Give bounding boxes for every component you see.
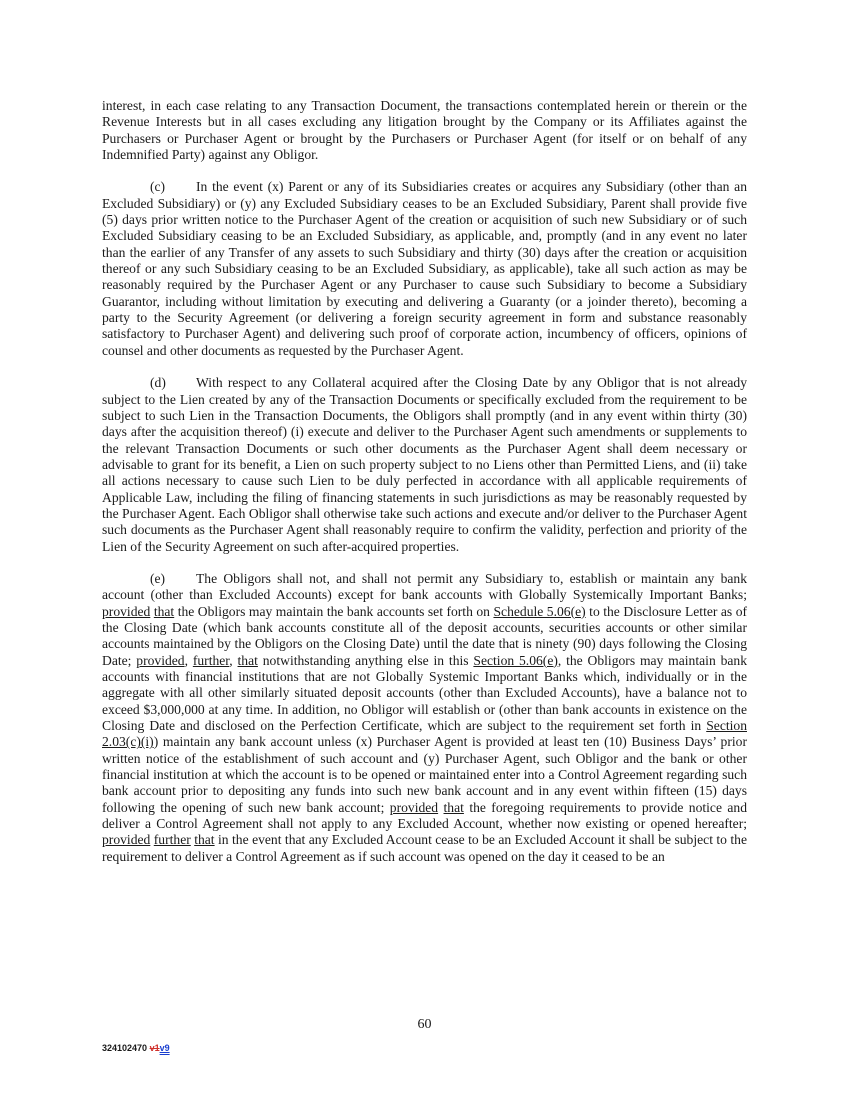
clause-label: (c) <box>150 179 166 195</box>
paragraph-text: in the event that any Excluded Account cease to be an Excluded Account it shall be subject to the requirement to deliver a Control Agreement as if such account was opened on the day it ceased to be an <box>102 832 748 864</box>
paragraph-c <box>102 179 747 359</box>
page-number: 60 <box>417 1017 432 1032</box>
schedule-reference: Schedule 5.06(e) <box>493 603 586 619</box>
provided-term: provided <box>389 799 439 815</box>
body-text <box>102 98 747 881</box>
new-version: v9 <box>159 1043 170 1053</box>
that-term: that <box>443 799 464 815</box>
paragraph-text: notwithstanding anything else in this <box>262 652 469 668</box>
paragraph-text: to the Disclosure Letter as of the Closing Date (which bank accounts constitute all of the deposit accounts, securities accounts or other similar accounts maintained by the Obligors on the Closing Date) until the date that is ninety (90) days following the Closing Date; <box>102 603 748 668</box>
provided-term: provided <box>136 652 185 668</box>
further-term: further <box>192 652 230 668</box>
paragraph-text: the foregoing requirements to provide notice and deliver a Control Agreement shall not apply to any Excluded Account, whether now existing or opened hereafter; <box>102 799 748 832</box>
that-term: that <box>153 603 175 619</box>
document-id <box>102 1043 170 1053</box>
provided-term: provided <box>102 603 151 619</box>
paragraph-text: In the event (x) Parent or any of its Subsidiaries creates or acquires any Subsidiary (other than an Excluded Subsidiary) or (y) any Excluded Subsidiary ceases to be an Excluded Subsidiary, Parent shall provide five (5) days prior written notice to the Purchaser Agent of the creation or acquisition of such new Subsidiary or of such Excluded Subsidiary ceasing to be an Excluded Subsidiary, as applicable, and, promptly (and in any event no later than the earlier of any Transfer of any assets to such Subsidiary and thirty (30) days after the creation or acquisition thereof or any such Subsidiary ceasing to be an Excluded Subsidiary, as applicable), take all such action as may be reasonably required by the Purchaser Agent or any Purchaser to cause such Subsidiary to become a Subsidiary Guarantor, including without limitation by executing and delivering a Guaranty (or a joinder thereto), becoming a party to the Security Agreement (or delivering a foreign security agreement in form and substance reasonably satisfactory to Purchaser Agent) and delivering such proof of corporate action, incumbency of officers, opinions of counsel and other documents as requested by the Purchaser Agent. <box>102 179 747 358</box>
paragraph-text: , the Obligors may maintain bank accounts with financial institutions that are not Globally Systemic Important Banks which, individually or in the aggregate with all other similarly situated deposit accounts (other than Excluded Accounts), have a balance not to exceed $3,000,000 at any time. In addition, no Obligor will establish or (other than bank accounts in existence on the Closing Date and disclosed on the Perfection Certificate, which are subject to the requirement set forth in <box>102 652 747 734</box>
paragraph-text: The Obligors shall not, and shall not permit any Subsidiary to, establish or maintain any bank account (other than Excluded Accounts) except for bank accounts with Globally Systemically Important Banks; <box>102 570 747 603</box>
that-term: that <box>237 652 258 668</box>
provided-term: provided <box>102 832 151 848</box>
paragraph-text: ) maintain any bank account unless (x) Purchaser Agent is provided at least ten (10) Business Days’ prior written notice of the establishment of such account and (y) Purchaser Agent, such Obligor and the bank or other financial institution at which the account is to be opened or maintained enter into a Control Agreement regarding such bank account prior to depositing any funds into such new bank account and in any event within fifteen (15) days following the opening of such new bank account; <box>102 734 747 815</box>
clause-label: (d) <box>150 375 166 391</box>
paragraph-d <box>102 375 747 555</box>
paragraph-text: With respect to any Collateral acquired after the Closing Date by any Obligor that is not already subject to the Lien created by any of the Transaction Documents or specifically excluded from the requirement to be subject to such Lien in the Transaction Documents, the Obligors shall promptly (and in any event within thirty (30) days after the acquisition thereof) (i) execute and deliver to the Purchaser Agent such amendments or supplements to the relevant Transaction Documents or such other documents as the Purchaser Agent shall deem necessary or advisable to grant for its benefit, a Lien on such property subject to no Liens other than Permitted Liens, and (ii) take all actions necessary to cause such Lien to be duly perfected in accordance with all applicable requirements of Applicable Law, including the filing of financing statements in such jurisdictions as may be reasonably requested by the Purchaser Agent. Each Obligor shall otherwise take such actions and execute and/or deliver to the Purchaser Agent such documents as the Purchaser Agent shall reasonably require to confirm the validity, perfection and priority of the Lien of the Security Agreement on such after-acquired properties. <box>102 375 747 554</box>
old-version: v1 <box>149 1043 160 1053</box>
further-term: further <box>153 832 191 848</box>
paragraph-text: interest, in each case relating to any Transaction Document, the transactions contemplated herein or therein or the Revenue Interests but in all cases excluding any litigation brought by the Company or its Affiliates against the Purchasers or Purchaser Agent or brought by the Purchasers or Purchaser Agent (for itself or on behalf of any Indemnified Party) against any Obligor. <box>102 98 747 163</box>
section-reference: Section 2.03(c)(i) <box>102 718 747 750</box>
document-number: 324102470 <box>102 1043 148 1053</box>
paragraph-e: (e) The Obligors shall not, and shall not permit any Subsidiary to, establish or maintain any bank account (other than Excluded Accounts) except for bank accounts with Globally Systemically Important Banks; provided that the Obligors may maintain the bank accounts set forth on Schedule 5.06(e) to the Disclosure Letter as of the Closing Date (which bank accounts constitute all of the deposit accounts, securities accounts or other similar accounts maintained by the Obligors on the Closing Date) until the date that is ninety (90) days following the Closing Date; provided, further, that notwithstanding anything else in this Section 5.06(e), the Obligors may maintain bank accounts with financial institutions that are not Globally Systemic Important Banks which, individually or in the aggregate with all other similarly situated deposit accounts (other than Excluded Accounts), have a balance not to exceed $3,000,000 at any time. In addition, no Obligor will establish or (other than bank accounts in existence on the Closing Date and disclosed on the Perfection Certificate, which are subject to the requirement set forth in Section 2.03(c)(i)) maintain any bank account unless (x) Purchaser Agent is provided at least ten (10) Business Days’ prior written notice of the establishment of such account and (y) Purchaser Agent, such Obligor and the bank or other financial institution at which the account is to be opened or maintained enter into a Control Agreement regarding such bank account prior to depositing any funds into such new bank account and in any event within fifteen (15) days following the opening of such new bank account; provided that the foregoing requirements to provide notice and deliver a Control Agreement shall not apply to any Excluded Account, whether now existing or opened hereafter; provided further that in the event that any Excluded Account cease to be an Excluded Account it shall be subject to the requirement to deliver a Control Agreement as if such account was opened on the day it ceased to be an <box>102 570 748 864</box>
section-reference: Section 5.06(e) <box>473 652 558 668</box>
that-term: that <box>194 832 215 848</box>
paragraph-continuation <box>102 98 747 163</box>
paragraph-text: the Obligors may maintain the bank accounts set forth on <box>177 603 490 619</box>
clause-label: (e) <box>150 570 166 586</box>
